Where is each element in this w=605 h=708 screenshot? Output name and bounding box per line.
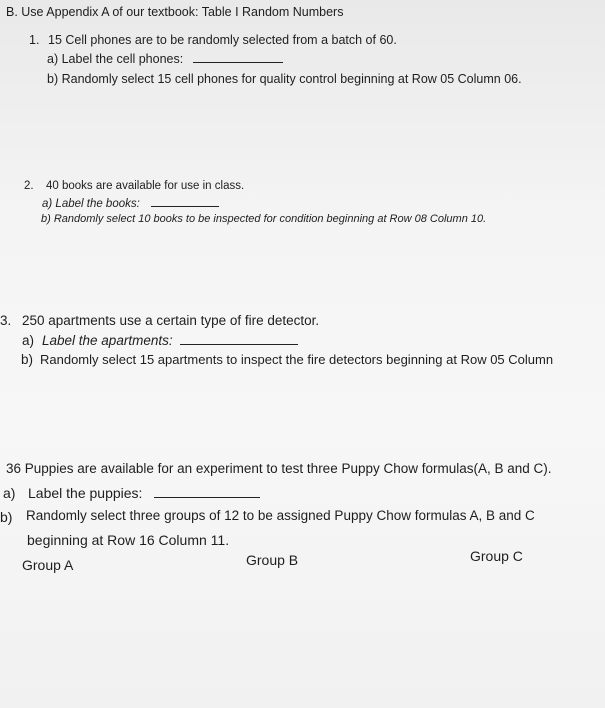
problem-2-statement: 40 books are available for use in class. — [46, 180, 245, 192]
problem-1-number: 1. — [29, 33, 40, 47]
problem-1-statement: 15 Cell phones are to be randomly selected from a batch of 60. — [48, 33, 397, 47]
problem-3-part-a — [42, 334, 298, 348]
group-a-label: Group A — [22, 557, 74, 573]
problem-1-answer-blank[interactable] — [193, 62, 283, 63]
problem-3-part-a-text: Label the apartments: — [42, 333, 173, 348]
problem-4-part-a-text: Label the puppies: — [28, 485, 143, 501]
problem-3-part-a-label: a) — [22, 333, 35, 348]
problem-2-part-a-text: a) Label the books: — [42, 198, 140, 210]
problem-4-part-b-label: b) — [0, 509, 13, 525]
group-c-label: Group C — [470, 548, 523, 564]
problem-2-part-b: b) Randomly select 10 books to be inspected for condition beginning at Row 08 Column 10. — [41, 213, 487, 225]
problem-3-part-b-label: b) — [21, 352, 34, 367]
problem-1-part-b: b) Randomly select 15 cell phones for quality control beginning at Row 05 Column 06. — [47, 72, 522, 86]
problem-4-statement: 36 Puppies are available for an experiment to test three Puppy Chow formulas(A, B and C). — [6, 461, 552, 476]
problem-2-number: 2. — [24, 180, 34, 192]
problem-4-answer-blank[interactable] — [154, 497, 260, 498]
problem-3-answer-blank[interactable] — [180, 344, 298, 345]
header: B. Use Appendix A of our textbook: Table I Random Numbers — [6, 5, 344, 19]
problem-4-part-a-label: a) — [3, 485, 16, 501]
problem-2-part-a — [42, 199, 219, 211]
problem-4-part-b-continued: beginning at Row 16 Column 11. — [27, 532, 230, 548]
problem-3-number: 3. — [0, 313, 12, 328]
problem-1-part-a-text: a) Label the cell phones: — [47, 52, 184, 66]
problem-3-statement: 250 apartments use a certain type of fire detector. — [22, 313, 320, 328]
group-b-label: Group B — [246, 552, 299, 568]
problem-2-answer-blank[interactable] — [151, 206, 219, 207]
problem-4-part-b: Randomly select three groups of 12 to be assigned Puppy Chow formulas A, B and C — [26, 508, 535, 523]
problem-1-part-a — [47, 53, 283, 66]
problem-3-part-b: Randomly select 15 apartments to inspect the fire detectors beginning at Row 05 Column — [40, 352, 554, 367]
problem-4-part-a — [28, 486, 260, 500]
